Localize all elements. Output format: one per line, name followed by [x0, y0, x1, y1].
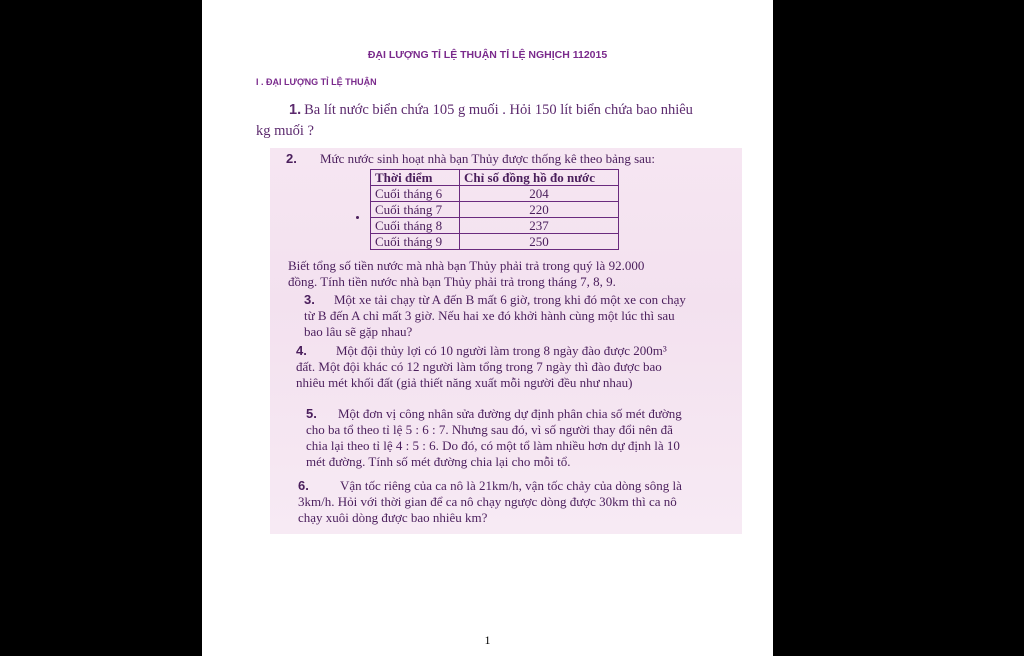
table-cell: Cuối tháng 8	[371, 218, 460, 234]
table-header-cell: Chỉ số đồng hồ đo nước	[460, 170, 619, 186]
document-page	[202, 0, 773, 656]
table-header-cell: Thời điểm	[371, 170, 460, 186]
problem-4-line-2: đất. Một đội khác có 12 người làm tổng trong 7 ngày thì đào được bao	[296, 359, 662, 374]
problem-4-line-3: nhiêu mét khối đất (giả thiết năng xuất mỗi người đều như nhau)	[296, 375, 633, 390]
problem-2-line-1: Biết tổng số tiền nước mà nhà bạn Thủy phải trả trong quý là 92.000	[288, 258, 645, 273]
section-heading: I . ĐẠI LƯỢNG TỈ LỆ THUẬN	[256, 77, 377, 87]
table-row	[371, 234, 619, 250]
table-row	[371, 202, 619, 218]
problem-5	[306, 406, 768, 470]
table-cell: Cuối tháng 6	[371, 186, 460, 202]
problem-2-line-2: đồng. Tính tiền nước nhà bạn Thủy phải trả trong tháng 7, 8, 9.	[288, 274, 616, 289]
problem-1-line-1: Ba lít nước biển chứa 105 g muối . Hỏi 150 lít biển chứa bao nhiêu	[304, 102, 693, 118]
table-cell: 220	[460, 202, 619, 218]
scanned-exercise-image	[270, 148, 742, 534]
problem-5-line-3: chia lại theo tỉ lệ 4 : 5 : 6. Do đó, có một tổ làm nhiều hơn dự định là 10	[306, 438, 680, 453]
problem-5-line-4: mét đường. Tính số mét đường chia lại cho mỗi tổ.	[306, 454, 571, 469]
problem-5-line-1: Một đơn vị công nhân sửa đường dự định phân chia số mét đường	[338, 406, 682, 421]
problem-2-intro: Mức nước sinh hoạt nhà bạn Thủy được thống kê theo bảng sau:	[320, 151, 656, 166]
problem-5-line-2: cho ba tổ theo tỉ lệ 5 : 6 : 7. Nhưng sau đó, vì số người thay đổi nên đã	[306, 422, 673, 437]
problem-4	[296, 343, 758, 391]
bullet-dot	[356, 216, 359, 219]
table-row	[371, 218, 619, 234]
problem-4-line-1: Một đội thủy lợi có 10 người làm trong 8 ngày đào được 200m³	[336, 343, 667, 358]
table-cell: 237	[460, 218, 619, 234]
problem-3-line-3: bao lâu sẽ gặp nhau?	[304, 324, 413, 339]
problem-6-line-2: 3km/h. Hỏi với thời gian để ca nô chạy ngược dòng được 30km thì ca nô	[298, 494, 677, 509]
problem-3	[304, 292, 766, 340]
problem-5-number: 5.	[306, 406, 317, 421]
problem-6	[298, 478, 760, 526]
water-meter-table	[370, 169, 619, 250]
problem-1-line-2: kg muối ?	[256, 123, 314, 139]
document-title: ĐẠI LƯỢNG TỈ LỆ THUẬN TỈ LỆ NGHỊCH 112015	[367, 49, 608, 61]
problem-1-number: 1.	[289, 102, 302, 118]
table-cell: 250	[460, 234, 619, 250]
problem-3-number: 3.	[304, 292, 315, 307]
problem-2-text	[288, 258, 750, 290]
problem-4-number: 4.	[296, 343, 307, 358]
problem-6-number: 6.	[298, 478, 309, 493]
problem-6-line-1: Vận tốc riêng của ca nô là 21km/h, vận tốc chảy của dòng sông là	[340, 478, 682, 493]
page-number: 1	[484, 633, 491, 647]
problem-2	[286, 151, 748, 167]
problem-6-line-3: chạy xuôi dòng được bao nhiêu km?	[298, 510, 488, 525]
problem-3-line-2: từ B đến A chỉ mất 3 giờ. Nếu hai xe đó khởi hành cùng một lúc thì sau	[304, 308, 675, 323]
table-cell: 204	[460, 186, 619, 202]
problem-2-number: 2.	[286, 151, 297, 166]
table-row	[371, 186, 619, 202]
table-header-row	[371, 170, 619, 186]
problem-1	[256, 100, 726, 142]
table-cell: Cuối tháng 7	[371, 202, 460, 218]
problem-3-line-1: Một xe tải chạy từ A đến B mất 6 giờ, trong khi đó một xe con chạy	[334, 292, 686, 307]
table-cell: Cuối tháng 9	[371, 234, 460, 250]
